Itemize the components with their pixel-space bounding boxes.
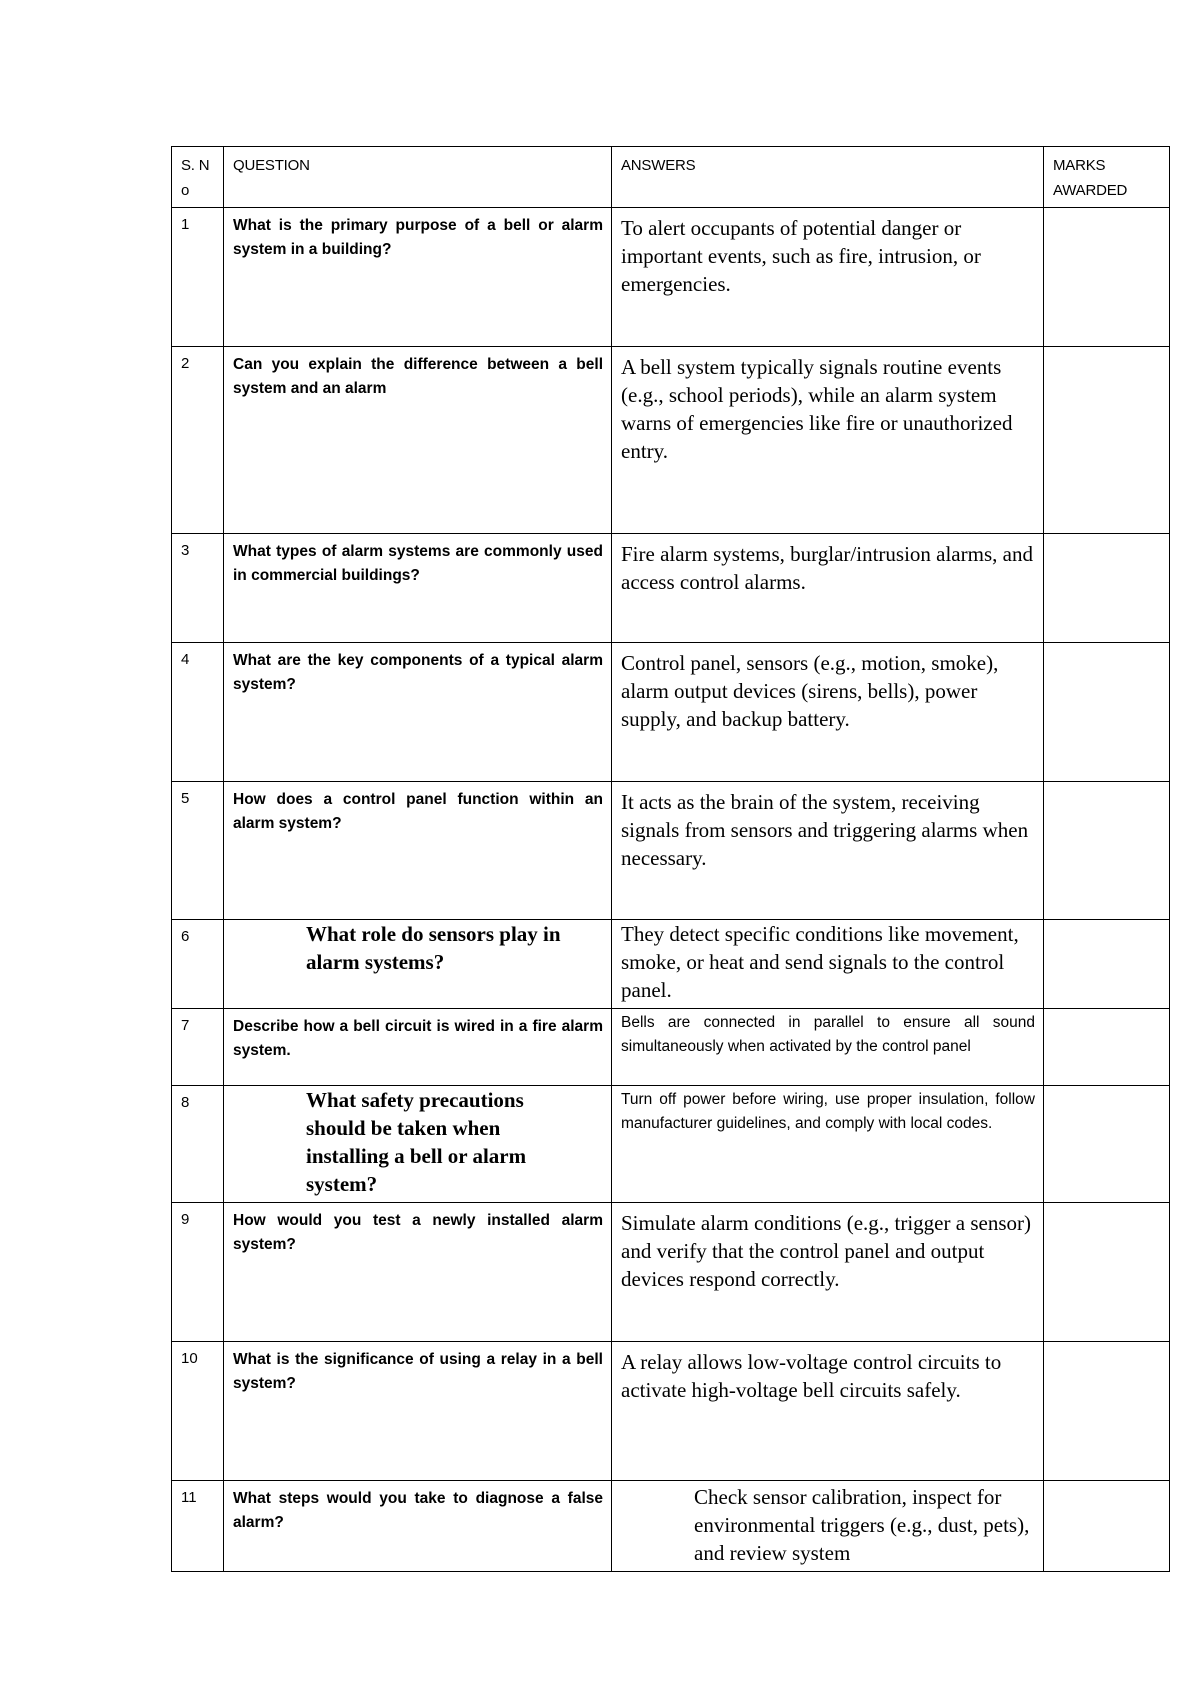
row-sno: 2 — [172, 347, 224, 534]
row-answer: A bell system typically signals routine events (e.g., school periods), while an alarm system warns of emergencies like fire or unauthorized entry. — [612, 347, 1044, 534]
table-header-row — [172, 147, 1170, 208]
row-question: What role do sensors play in alarm systems? — [224, 920, 612, 1009]
row-answer: Control panel, sensors (e.g., motion, smoke), alarm output devices (sirens, bells), power supply, and backup battery. — [612, 643, 1044, 782]
row-sno: 10 — [172, 1342, 224, 1481]
row-sno: 7 — [172, 1009, 224, 1086]
row-marks-cell[interactable] — [1044, 1203, 1170, 1342]
row-question: What is the primary purpose of a bell or alarm system in a building? — [224, 208, 612, 347]
header-sno: S. N o — [172, 147, 224, 208]
row-sno: 6 — [172, 920, 224, 1009]
row-marks-cell[interactable] — [1044, 920, 1170, 1009]
table-row — [172, 347, 1170, 534]
row-answer: Check sensor calibration, inspect for environmental triggers (e.g., dust, pets), and review system — [612, 1481, 1044, 1572]
row-answer: They detect specific conditions like movement, smoke, or heat and send signals to the control panel. — [612, 920, 1044, 1009]
row-answer: Simulate alarm conditions (e.g., trigger a sensor) and verify that the control panel and output devices respond correctly. — [612, 1203, 1044, 1342]
row-marks-cell[interactable] — [1044, 1342, 1170, 1481]
header-answers: ANSWERS — [612, 147, 1044, 208]
row-answer: To alert occupants of potential danger or important events, such as fire, intrusion, or emergencies. — [612, 208, 1044, 347]
row-question: Can you explain the difference between a bell system and an alarm — [224, 347, 612, 534]
table-row — [172, 1086, 1170, 1203]
row-answer: Bells are connected in parallel to ensure all sound simultaneously when activated by the control panel — [612, 1009, 1044, 1086]
row-question: What safety precautions should be taken when installing a bell or alarm system? — [224, 1086, 612, 1203]
table-row — [172, 534, 1170, 643]
row-question: What is the significance of using a relay in a bell system? — [224, 1342, 612, 1481]
row-answer: It acts as the brain of the system, receiving signals from sensors and triggering alarms when necessary. — [612, 782, 1044, 920]
row-marks-cell[interactable] — [1044, 643, 1170, 782]
question-answer-table — [171, 146, 1170, 1572]
table-row — [172, 1481, 1170, 1572]
header-question: QUESTION — [224, 147, 612, 208]
row-sno: 9 — [172, 1203, 224, 1342]
row-marks-cell[interactable] — [1044, 1481, 1170, 1572]
row-marks-cell[interactable] — [1044, 1009, 1170, 1086]
row-sno: 4 — [172, 643, 224, 782]
row-marks-cell[interactable] — [1044, 347, 1170, 534]
row-answer: Turn off power before wiring, use proper insulation, follow manufacturer guidelines, and comply with local codes. — [612, 1086, 1044, 1203]
row-question: What types of alarm systems are commonly used in commercial buildings? — [224, 534, 612, 643]
row-question: How does a control panel function within an alarm system? — [224, 782, 612, 920]
table-row — [172, 1342, 1170, 1481]
row-sno: 3 — [172, 534, 224, 643]
table-row — [172, 1203, 1170, 1342]
row-sno: 5 — [172, 782, 224, 920]
table-row — [172, 208, 1170, 347]
row-marks-cell[interactable] — [1044, 782, 1170, 920]
row-question: What steps would you take to diagnose a false alarm? — [224, 1481, 612, 1572]
row-marks-cell[interactable] — [1044, 1086, 1170, 1203]
row-marks-cell[interactable] — [1044, 208, 1170, 347]
table-row — [172, 643, 1170, 782]
table-row — [172, 920, 1170, 1009]
row-question: Describe how a bell circuit is wired in a fire alarm system. — [224, 1009, 612, 1086]
row-question: How would you test a newly installed alarm system? — [224, 1203, 612, 1342]
table-row — [172, 782, 1170, 920]
row-answer: A relay allows low-voltage control circuits to activate high-voltage bell circuits safely. — [612, 1342, 1044, 1481]
row-answer: Fire alarm systems, burglar/intrusion alarms, and access control alarms. — [612, 534, 1044, 643]
header-marks-awarded: MARKS AWARDED — [1044, 147, 1170, 208]
row-sno: 11 — [172, 1481, 224, 1572]
row-marks-cell[interactable] — [1044, 534, 1170, 643]
row-question: What are the key components of a typical alarm system? — [224, 643, 612, 782]
row-sno: 8 — [172, 1086, 224, 1203]
table-row — [172, 1009, 1170, 1086]
row-sno: 1 — [172, 208, 224, 347]
